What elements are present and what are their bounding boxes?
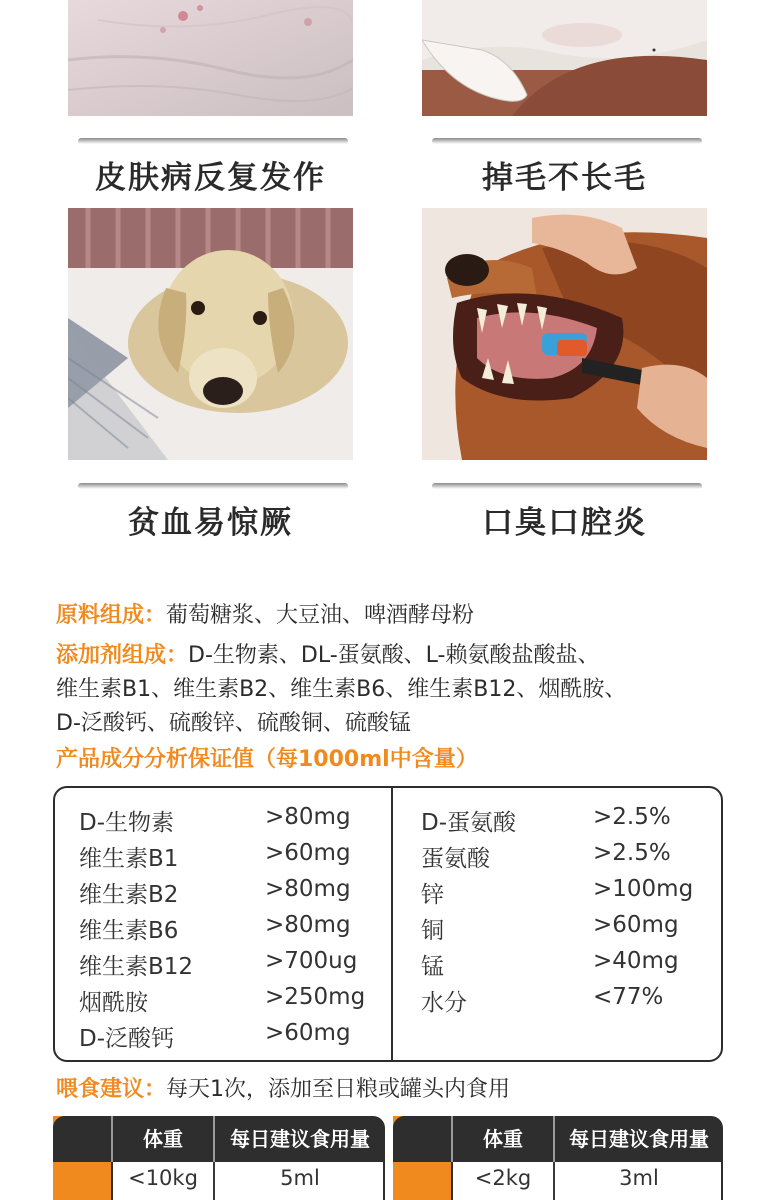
additives-label: 添加剂组成： <box>56 643 189 668</box>
amount-cell: 3ml <box>619 1166 659 1190</box>
nutrient-value: >80mg <box>265 876 351 902</box>
symptom-caption: 贫血易惊厥 <box>128 505 293 541</box>
nutrient-name: D-蛋氨酸 <box>421 810 517 836</box>
nutrient-name: 水分 <box>421 990 467 1016</box>
nutrient-name: 铜 <box>421 918 444 944</box>
puppy-photo <box>68 208 353 460</box>
nutrient-value: >40mg <box>593 948 679 974</box>
dog-teeth-photo <box>422 208 707 460</box>
nutrient-value: >80mg <box>265 912 351 938</box>
caption-divider <box>78 138 348 144</box>
puppy-photo-icon <box>68 208 353 460</box>
hair-loss-photo-icon <box>422 0 707 116</box>
nutrient-value: >2.5% <box>593 840 671 866</box>
table-header <box>393 1116 723 1162</box>
symptom-caption: 口臭口腔炎 <box>482 505 647 541</box>
symptom-caption: 皮肤病反复发作 <box>95 160 326 196</box>
feeding-line <box>56 1074 510 1106</box>
nutrient-name: 维生素B12 <box>79 954 194 980</box>
ingredients-line <box>56 600 474 632</box>
caption-divider <box>432 138 702 144</box>
nutrient-name: 维生素B2 <box>79 882 179 908</box>
nutrient-name: 烟酰胺 <box>79 990 148 1016</box>
caption-divider <box>78 483 348 489</box>
analysis-divider <box>391 788 393 1060</box>
nutrient-value: >80mg <box>265 804 351 830</box>
weight-cell: <10kg <box>128 1166 198 1190</box>
additives-line <box>56 640 599 672</box>
additives-text: D-生物素、DL-蛋氨酸、L-赖氨酸盐酸盐、 <box>188 643 600 668</box>
symptom-caption: 掉毛不长毛 <box>482 160 647 196</box>
analysis-table <box>53 786 723 1062</box>
nutrient-name: 锰 <box>421 954 444 980</box>
header-amount: 每日建议食用量 <box>569 1127 709 1151</box>
feeding-table <box>393 1116 723 1200</box>
hair-loss-photo <box>422 0 707 116</box>
nutrient-value: >60mg <box>265 1020 351 1046</box>
skin-photo <box>68 0 353 116</box>
ingredients-text: 葡萄糖浆、大豆油、啤酒酵母粉 <box>166 603 475 628</box>
nutrient-name: 锌 <box>421 882 444 908</box>
additives-line: D-泛酸钙、硫酸锌、硫酸铜、硫酸锰 <box>56 711 411 736</box>
nutrient-value: >2.5% <box>593 804 671 830</box>
analysis-title: 产品成分分析保证值（每1000ml中含量） <box>56 747 478 772</box>
header-weight: 体重 <box>483 1127 523 1151</box>
nutrient-name: 维生素B1 <box>79 846 179 872</box>
nutrient-value: >250mg <box>265 984 366 1010</box>
nutrient-value: >60mg <box>265 840 351 866</box>
nutrient-name: D-生物素 <box>79 810 175 836</box>
feeding-text: 每天1次，添加至日粮或罐头内食用 <box>166 1077 511 1102</box>
nutrient-name: D-泛酸钙 <box>79 1026 175 1052</box>
dog-teeth-photo-icon <box>422 208 707 460</box>
amount-cell: 5ml <box>280 1166 320 1190</box>
nutrient-name: 蛋氨酸 <box>421 846 490 872</box>
additives-line: 维生素B1、维生素B2、维生素B6、维生素B12、烟酰胺、 <box>56 677 627 702</box>
table-header <box>53 1116 385 1162</box>
header-weight: 体重 <box>143 1127 183 1151</box>
nutrient-value: >700ug <box>265 948 358 974</box>
feeding-table <box>53 1116 385 1200</box>
nutrient-value: >60mg <box>593 912 679 938</box>
header-amount: 每日建议食用量 <box>230 1127 370 1151</box>
caption-divider <box>432 483 702 489</box>
ingredients-label: 原料组成： <box>56 603 167 628</box>
nutrient-value: >100mg <box>593 876 694 902</box>
nutrient-name: 维生素B6 <box>79 918 179 944</box>
skin-photo-icon <box>68 0 353 116</box>
feeding-label: 喂食建议： <box>56 1077 167 1102</box>
weight-cell: <2kg <box>474 1166 532 1190</box>
nutrient-value: <77% <box>593 984 664 1010</box>
